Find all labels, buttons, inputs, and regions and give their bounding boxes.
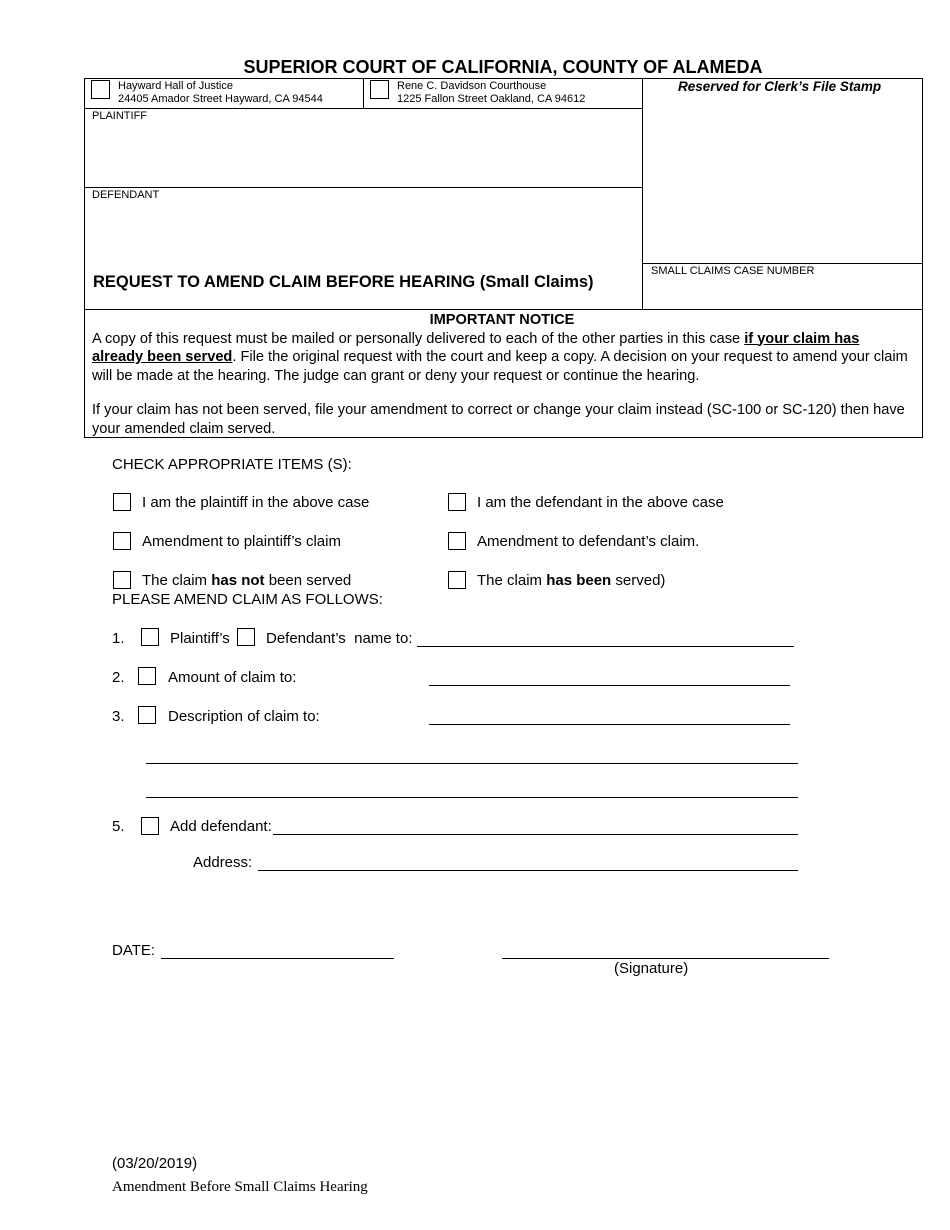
- notice-paragraph-2: If your claim has not been served, file your amendment to correct or change your claim instead (SC-100 or SC-120) then have your amended claim served.: [92, 402, 905, 437]
- item1-defendant-checkbox[interactable]: [237, 628, 255, 646]
- courthouse2-address: 1225 Fallon Street Oakland, CA 94612: [397, 93, 586, 105]
- case-number-field[interactable]: [645, 280, 920, 306]
- notice-paragraph-1: A copy of this request must be mailed or personally delivered to each of the other parties in this case if your claim has already been served. File the original request with the court and keep a copy. A decision on your request to amend your claim will be made at the hearing. The judge can grant or deny your request or continue the hearing.: [92, 330, 908, 384]
- court-title: SUPERIOR COURT OF CALIFORNIA, COUNTY OF ALAMEDA: [243, 57, 763, 77]
- signature-label: (Signature): [614, 960, 689, 977]
- address-label: Address:: [193, 854, 253, 871]
- clerk-stamp-box: [642, 78, 923, 264]
- defendant-case-checkbox[interactable]: [448, 493, 466, 511]
- form-title: REQUEST TO AMEND CLAIM BEFORE HEARING (Small Claims): [93, 273, 594, 291]
- item5-label: Add defendant:: [170, 818, 272, 835]
- plaintiff-case-label: I am the plaintiff in the above case: [142, 494, 370, 511]
- courthouse2-name: Rene C. Davidson Courthouse: [397, 80, 547, 92]
- item1-plaintiff-checkbox[interactable]: [141, 628, 159, 646]
- plaintiff-field[interactable]: [86, 124, 640, 184]
- item1-number: 1.: [112, 630, 125, 647]
- clerk-stamp-label: Reserved for Clerk’s File Stamp: [678, 79, 882, 94]
- item5-number: 5.: [112, 818, 125, 835]
- notice-emphasis: if your claim has already been served: [92, 330, 860, 365]
- description-line-2[interactable]: [146, 763, 798, 764]
- plaintiff-label: PLAINTIFF: [92, 110, 148, 122]
- item3-label: Description of claim to:: [168, 708, 320, 725]
- item1-name-line[interactable]: [417, 646, 794, 647]
- amend-plaintiff-checkbox[interactable]: [113, 532, 131, 550]
- courthouse1-name: Hayward Hall of Justice: [118, 80, 233, 92]
- served-label: The claim has been served): [477, 572, 666, 589]
- description-line-3[interactable]: [146, 797, 798, 798]
- hayward-checkbox[interactable]: [91, 80, 110, 99]
- amend-defendant-checkbox[interactable]: [448, 532, 466, 550]
- case-number-label: SMALL CLAIMS CASE NUMBER: [651, 265, 815, 277]
- important-notice: [92, 311, 912, 438]
- item1-plaintiff-label: Plaintiff’s: [170, 630, 230, 647]
- not-served-label: The claim has not been served: [142, 572, 352, 589]
- notice-heading: IMPORTANT NOTICE: [429, 312, 575, 328]
- plaintiff-case-checkbox[interactable]: [113, 493, 131, 511]
- item2-line[interactable]: [429, 685, 790, 686]
- courthouse1-address: 24405 Amador Street Hayward, CA 94544: [118, 93, 323, 105]
- check-items-heading: CHECK APPROPRIATE ITEMS (S):: [112, 456, 352, 473]
- not-served-checkbox[interactable]: [113, 571, 131, 589]
- add-defendant-line[interactable]: [273, 834, 798, 835]
- amend-heading: PLEASE AMEND CLAIM AS FOLLOWS:: [112, 591, 383, 608]
- served-checkbox[interactable]: [448, 571, 466, 589]
- address-line[interactable]: [258, 870, 798, 871]
- defendant-field[interactable]: [86, 204, 640, 260]
- item3-line[interactable]: [429, 724, 790, 725]
- date-line[interactable]: [161, 958, 394, 959]
- item2-number: 2.: [112, 669, 125, 686]
- signature-line[interactable]: [502, 958, 829, 959]
- item3-number: 3.: [112, 708, 125, 725]
- item5-checkbox[interactable]: [141, 817, 159, 835]
- item2-checkbox[interactable]: [138, 667, 156, 685]
- oakland-checkbox[interactable]: [370, 80, 389, 99]
- amend-defendant-label: Amendment to defendant’s claim.: [477, 533, 700, 550]
- date-label: DATE:: [112, 942, 156, 959]
- form-name: Amendment Before Small Claims Hearing: [112, 1179, 368, 1195]
- defendant-label: DEFENDANT: [92, 189, 160, 201]
- item3-checkbox[interactable]: [138, 706, 156, 724]
- defendant-case-label: I am the defendant in the above case: [477, 494, 724, 511]
- item2-label: Amount of claim to:: [168, 669, 297, 686]
- item1-defendant-label: Defendant’s name to:: [266, 630, 413, 647]
- revision-date: (03/20/2019): [112, 1155, 198, 1172]
- amend-plaintiff-label: Amendment to plaintiff’s claim: [142, 533, 341, 550]
